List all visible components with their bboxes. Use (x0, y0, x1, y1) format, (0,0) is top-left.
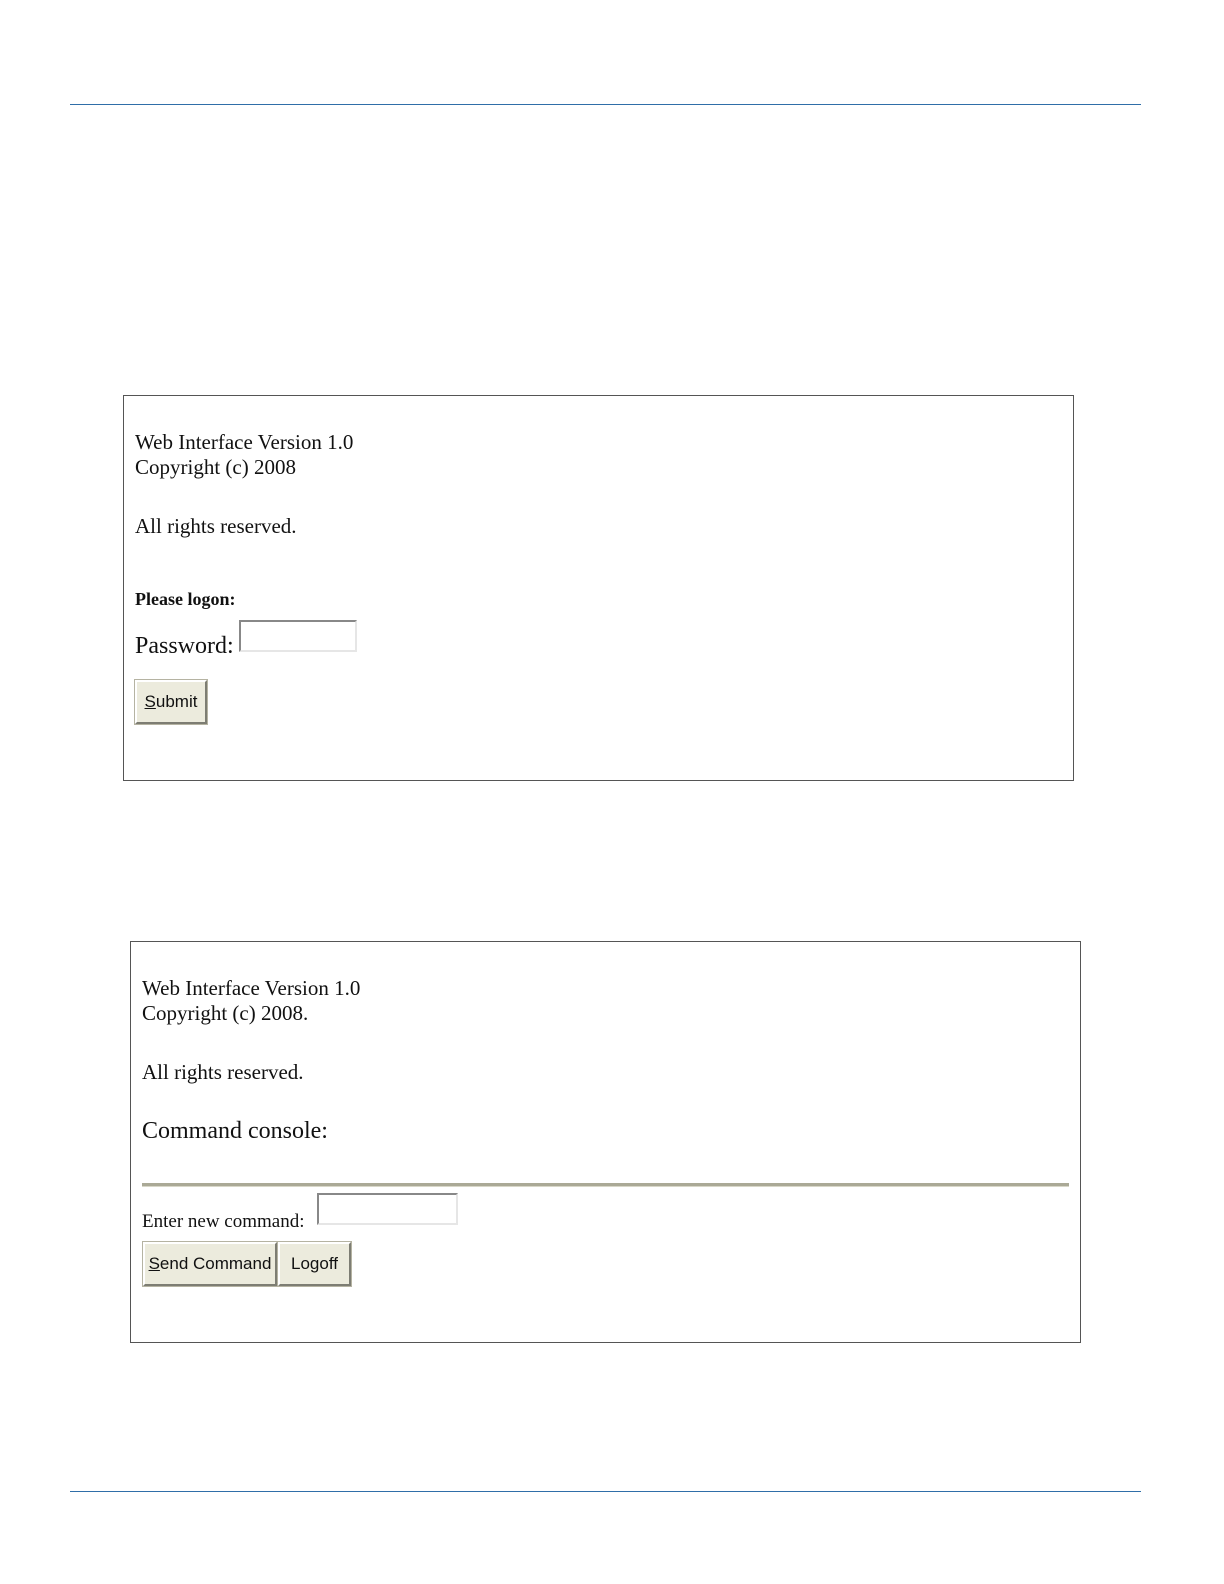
bottom-rule (70, 1491, 1141, 1492)
logon-prompt: Please logon: (135, 589, 236, 609)
send-label: end Command (159, 1254, 272, 1273)
logoff-button[interactable]: Logoff (278, 1242, 351, 1286)
version-text: Web Interface Version 1.0 (142, 976, 361, 1000)
submit-button[interactable] (135, 680, 207, 724)
top-rule (70, 104, 1141, 105)
send-command-button[interactable] (143, 1242, 277, 1286)
copyright-text: Copyright (c) 2008. (142, 1001, 309, 1025)
command-label: Enter new command: (142, 1211, 305, 1232)
command-input[interactable] (317, 1193, 458, 1225)
submit-label: ubmit (155, 692, 198, 711)
password-input[interactable] (239, 620, 357, 652)
console-panel (130, 941, 1081, 1343)
send-access-key: S (148, 1254, 160, 1273)
rights-text: All rights reserved. (142, 1060, 304, 1084)
login-panel (123, 395, 1074, 781)
copyright-text: Copyright (c) 2008 (135, 455, 296, 479)
console-heading: Command console: (142, 1118, 328, 1144)
password-label: Password: (135, 633, 234, 659)
divider (142, 1183, 1069, 1187)
rights-text: All rights reserved. (135, 514, 297, 538)
version-text: Web Interface Version 1.0 (135, 430, 354, 454)
submit-access-key: S (144, 692, 156, 711)
